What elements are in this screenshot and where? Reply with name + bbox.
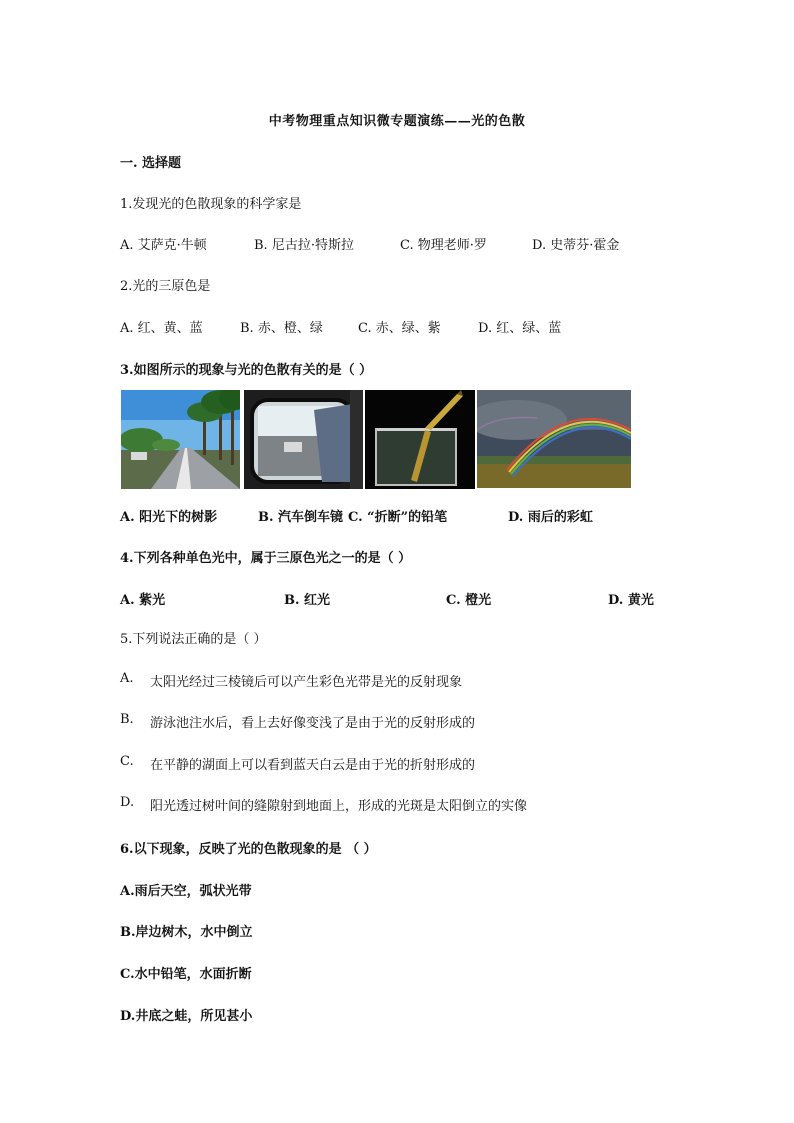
q3-option-a: A. 阳光下的树影 [120,510,218,525]
rainbow-photo [477,390,631,488]
q4-option-b: B. 红光 [284,593,331,608]
question-3-stem: 3.如图所示的现象与光的色散有关的是（ ） [120,363,373,378]
q5-option-c-label: C. [120,754,134,769]
q1-option-c: C. 物理老师·罗 [400,238,487,253]
q2-option-c: C. 赤、绿、紫 [358,321,441,336]
q5-option-a-text: 太阳光经过三棱镜后可以产生彩色光带是光的反射现象 [150,675,463,690]
page-title: 中考物理重点知识微专题演练——光的色散 [268,114,526,129]
q5-option-d-label: D. [120,795,135,810]
q5-option-c-text: 在平静的湖面上可以看到蓝天白云是由于光的折射形成的 [150,758,476,773]
question-6-stem: 6.以下现象，反映了光的色散现象的是 （ ） [120,842,377,857]
q6-option-b: B.岸边树木，水中倒立 [120,925,253,940]
section-heading: 一. 选择题 [120,156,182,171]
question-2-stem: 2.光的三原色是 [120,279,211,294]
q4-option-d: D. 黄光 [608,593,654,608]
question-5-stem: 5.下列说法正确的是（ ） [120,632,267,647]
q6-option-d: D.井底之蛙，所见甚小 [120,1009,253,1024]
q5-option-b-label: B. [120,712,134,727]
car-mirror-photo [244,390,363,489]
tree-shadow-photo [121,390,240,489]
q5-option-a-label: A. [120,671,134,686]
question-1-stem: 1.发现光的色散现象的科学家是 [120,197,302,212]
q1-option-b: B. 尼古拉·特斯拉 [254,238,354,253]
q6-option-c: C.水中铅笔，水面折断 [120,967,252,982]
bent-pencil-photo [365,390,475,489]
q2-option-a: A. 红、黄、蓝 [120,321,203,336]
q3-option-c: C. “折断”的铅笔 [348,510,448,525]
q5-option-b-text: 游泳池注水后，看上去好像变浅了是由于光的反射形成的 [150,716,476,731]
q3-option-b: B. 汽车倒车镜 [258,510,344,525]
q4-option-c: C. 橙光 [446,593,492,608]
q1-option-a: A. 艾萨克·牛顿 [120,238,207,253]
question-4-stem: 4.下列各种单色光中，属于三原色光之一的是（ ） [120,551,412,566]
q1-option-d: D. 史蒂芬·霍金 [532,238,620,253]
q2-option-d: D. 红、绿、蓝 [478,321,562,336]
q2-option-b: B. 赤、橙、绿 [240,321,323,336]
q5-option-d-text: 阳光透过树叶间的缝隙射到地面上，形成的光斑是太阳倒立的实像 [150,799,528,814]
q3-option-d: D. 雨后的彩虹 [508,510,593,525]
q6-option-a: A.雨后天空，弧状光带 [120,884,252,899]
q4-option-a: A. 紫光 [120,593,166,608]
